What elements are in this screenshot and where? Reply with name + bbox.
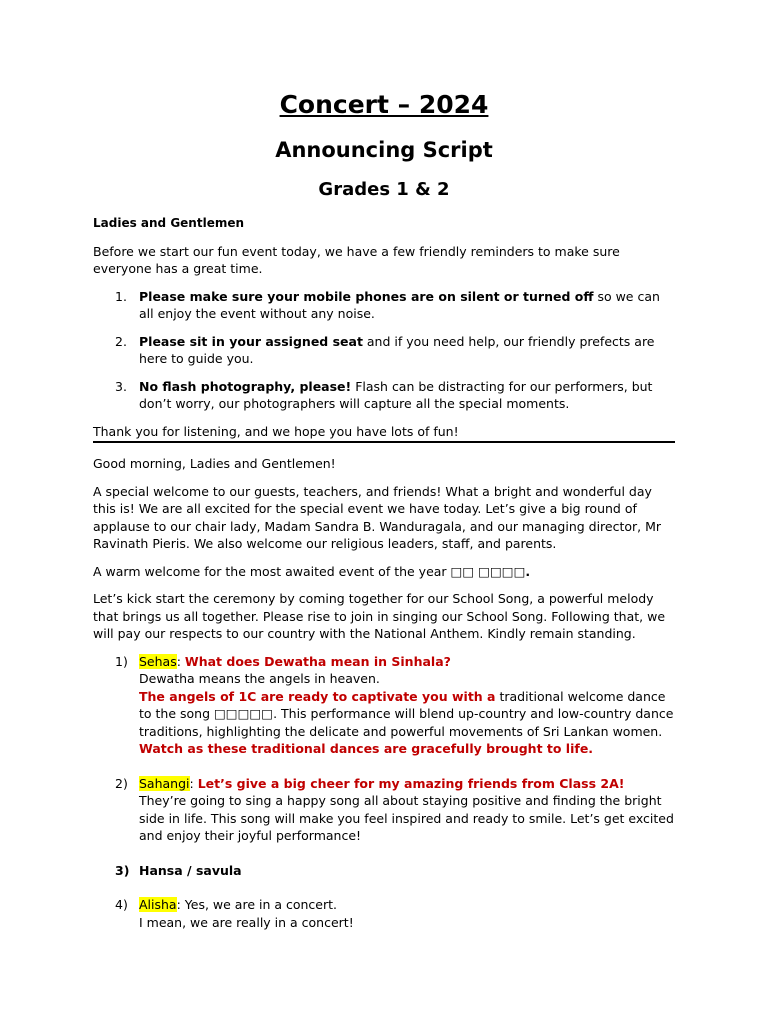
item-number: 2) bbox=[115, 775, 128, 791]
item-text: . This performance will blend up-country and low-country dance traditions, highlighting the delicate and powerful movements of Sri Lankan women. bbox=[139, 706, 674, 739]
performance-item bbox=[93, 775, 675, 845]
reminder-number: 1. bbox=[115, 288, 127, 304]
item-highlight: Watch as these traditional dances are gracefully brought to life. bbox=[139, 741, 594, 756]
school-song-paragraph: Let’s kick start the ceremony by coming together for our School Song, a powerful melody that brings us all together. Please rise to join in singing our School Song. Following that, we will pay our respects to our country with the National Anthem. Kindly remain standing. bbox=[93, 591, 666, 641]
reminder-number: 3. bbox=[115, 378, 127, 394]
welcome-paragraph: A special welcome to our guests, teachers, and friends! What a bright and wonderful day this is! We are all excited for the special event we have today. Let’s give a big round of applause to our chair lady, Madam Sandra B. Wanduragala, and our managing director, Mr Ravinath Pieris. We also welcome our religious leaders, staff, and parents. bbox=[93, 483, 662, 551]
reminder-bold: Please make sure your mobile phones are on silent or turned off bbox=[139, 288, 594, 304]
awaited-period: . bbox=[525, 563, 531, 579]
reminder-text: Flash can be distracting for our performers, but don’t worry, our photographers will capture all the special moments. bbox=[139, 378, 653, 411]
item-body bbox=[139, 896, 675, 914]
document-page bbox=[93, 88, 675, 948]
performance-list bbox=[93, 653, 675, 932]
performance-item bbox=[93, 896, 675, 931]
document-subtitle: Announcing Script bbox=[275, 138, 493, 162]
announcer-name: Alisha bbox=[139, 897, 177, 912]
reminder-bold: Please sit in your assigned seat bbox=[139, 333, 363, 349]
reminder-item bbox=[93, 378, 675, 413]
reminder-text: and if you need help, our friendly prefects are here to guide you. bbox=[139, 333, 655, 366]
item-highlight: The angels of 1C are ready to captivate you with a bbox=[139, 688, 496, 704]
item-number: 3) bbox=[115, 862, 130, 878]
item-body bbox=[139, 775, 675, 845]
greeting-label: Ladies and Gentlemen bbox=[93, 216, 245, 230]
good-morning-line: Good morning, Ladies and Gentlemen! bbox=[93, 456, 336, 471]
section-divider bbox=[93, 441, 675, 443]
reminder-item bbox=[93, 333, 675, 368]
reminder-text: so we can all enjoy the event without any noise. bbox=[139, 288, 660, 321]
item-description bbox=[139, 688, 675, 758]
item-text: : Yes, we are in a concert. bbox=[176, 897, 338, 912]
performance-item bbox=[93, 862, 675, 880]
item-number: 1) bbox=[115, 653, 128, 669]
item-text: traditional welcome dance to the song bbox=[139, 688, 666, 721]
performance-item bbox=[93, 653, 675, 758]
reminder-item bbox=[93, 288, 675, 323]
reminders-list bbox=[93, 288, 675, 413]
grades-heading: Grades 1 & 2 bbox=[318, 179, 450, 200]
item-title: Hansa / savula bbox=[139, 862, 242, 878]
document-title: Concert – 2024 bbox=[279, 90, 489, 119]
item-text: They’re going to sing a happy song all about staying positive and finding the bright side in life. This song will make you feel inspired and ready to smile. Let’s get excited and enjoy their joyful performance! bbox=[139, 793, 674, 843]
reminder-number: 2. bbox=[115, 333, 127, 349]
awaited-text: A warm welcome for the most awaited event of the year bbox=[93, 563, 451, 579]
intro-paragraph: Before we start our fun event today, we have a few friendly reminders to make sure everyone has a great time. bbox=[93, 243, 620, 276]
announcer-name: Sahangi bbox=[139, 775, 190, 791]
thanks-line: Thank you for listening, and we hope you have lots of fun! bbox=[93, 423, 459, 439]
item-text: I mean, we are really in a concert! bbox=[139, 914, 354, 930]
item-question: What does Dewatha mean in Sinhala? bbox=[184, 653, 451, 669]
awaited-title: □□ □□□□ bbox=[450, 563, 526, 579]
item-answer: Dewatha means the angels in heaven. bbox=[139, 671, 380, 686]
song-title: □□□□□ bbox=[214, 706, 274, 721]
reminder-bold: No flash photography, please! bbox=[139, 378, 352, 394]
name-colon: : bbox=[176, 653, 185, 669]
name-colon: : bbox=[189, 775, 198, 791]
awaited-paragraph bbox=[93, 563, 675, 581]
announcer-name: Sehas bbox=[139, 653, 177, 669]
item-body bbox=[139, 653, 675, 671]
item-highlight: Let’s give a big cheer for my amazing friends from Class 2A! bbox=[197, 775, 625, 791]
item-number: 4) bbox=[115, 897, 128, 912]
